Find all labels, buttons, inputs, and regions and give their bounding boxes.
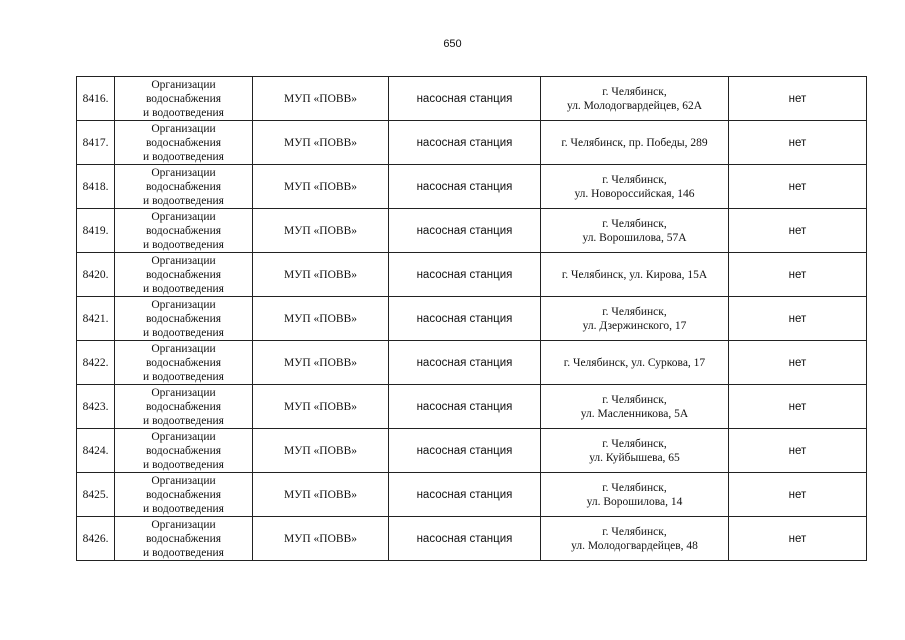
object-type-cell: насосная станция <box>389 473 541 517</box>
row-number-cell: 8419. <box>77 209 115 253</box>
category-line: и водоотведения <box>143 502 224 515</box>
organization-cell: МУП «ПОВВ» <box>253 209 389 253</box>
category-cell <box>115 429 253 473</box>
organization-cell: МУП «ПОВВ» <box>253 341 389 385</box>
object-type-cell: насосная станция <box>389 517 541 561</box>
category-line: и водоотведения <box>143 546 224 559</box>
category-line: водоснабжения <box>145 224 222 237</box>
note-cell: нет <box>729 77 867 121</box>
category-line: водоснабжения <box>145 400 222 413</box>
row-number-cell: 8420. <box>77 253 115 297</box>
address-line: г. Челябинск, <box>602 173 667 186</box>
category-line: и водоотведения <box>143 194 224 207</box>
category-line: Организации <box>151 78 216 91</box>
organization-cell: МУП «ПОВВ» <box>253 385 389 429</box>
address-line: г. Челябинск, <box>602 305 667 318</box>
note-cell: нет <box>729 341 867 385</box>
object-type-cell: насосная станция <box>389 385 541 429</box>
category-line: водоснабжения <box>145 488 222 501</box>
table-row <box>77 77 867 121</box>
category-line: Организации <box>151 210 216 223</box>
address-cell <box>541 209 729 253</box>
organization-cell: МУП «ПОВВ» <box>253 77 389 121</box>
table-row <box>77 473 867 517</box>
object-type-cell: насосная станция <box>389 297 541 341</box>
address-line: ул. Молодогвардейцев, 62А <box>566 99 703 112</box>
category-line: Организации <box>151 474 216 487</box>
address-line: г. Челябинск, <box>602 481 667 494</box>
note-cell: нет <box>729 385 867 429</box>
address-cell <box>541 385 729 429</box>
object-type-cell: насосная станция <box>389 429 541 473</box>
address-cell <box>541 77 729 121</box>
address-line: ул. Куйбышева, 65 <box>589 451 680 464</box>
category-cell <box>115 253 253 297</box>
category-cell <box>115 121 253 165</box>
address-line: г. Челябинск, ул. Кирова, 15А <box>561 268 708 281</box>
row-number-cell: 8424. <box>77 429 115 473</box>
address-cell <box>541 341 729 385</box>
address-cell <box>541 473 729 517</box>
category-cell <box>115 209 253 253</box>
table-row <box>77 341 867 385</box>
category-line: и водоотведения <box>143 458 224 471</box>
category-cell <box>115 77 253 121</box>
organization-cell: МУП «ПОВВ» <box>253 473 389 517</box>
organization-cell: МУП «ПОВВ» <box>253 517 389 561</box>
page-number: 650 <box>443 38 462 50</box>
category-line: Организации <box>151 518 216 531</box>
address-cell <box>541 253 729 297</box>
category-line: Организации <box>151 122 216 135</box>
category-line: водоснабжения <box>145 180 222 193</box>
category-line: водоснабжения <box>145 268 222 281</box>
category-line: Организации <box>151 386 216 399</box>
row-number-cell: 8417. <box>77 121 115 165</box>
address-line: г. Челябинск, <box>602 437 667 450</box>
object-type-cell: насосная станция <box>389 209 541 253</box>
registry-body <box>77 77 867 561</box>
category-line: Организации <box>151 166 216 179</box>
address-line: г. Челябинск, <box>602 85 667 98</box>
address-cell <box>541 121 729 165</box>
address-line: г. Челябинск, <box>602 525 667 538</box>
table-row <box>77 209 867 253</box>
organization-cell: МУП «ПОВВ» <box>253 165 389 209</box>
object-type-cell: насосная станция <box>389 341 541 385</box>
object-type-cell: насосная станция <box>389 165 541 209</box>
category-line: водоснабжения <box>145 136 222 149</box>
category-line: и водоотведения <box>143 106 224 119</box>
category-line: водоснабжения <box>145 532 222 545</box>
row-number-cell: 8423. <box>77 385 115 429</box>
address-cell <box>541 165 729 209</box>
address-cell <box>541 297 729 341</box>
organization-cell: МУП «ПОВВ» <box>253 253 389 297</box>
category-line: и водоотведения <box>143 414 224 427</box>
address-line: ул. Ворошилова, 14 <box>586 495 683 508</box>
row-number-cell: 8426. <box>77 517 115 561</box>
category-line: водоснабжения <box>145 356 222 369</box>
note-cell: нет <box>729 253 867 297</box>
address-cell <box>541 517 729 561</box>
address-cell <box>541 429 729 473</box>
note-cell: нет <box>729 121 867 165</box>
address-line: ул. Ворошилова, 57А <box>582 231 687 244</box>
address-line: г. Челябинск, ул. Суркова, 17 <box>563 356 706 369</box>
address-line: ул. Молодогвардейцев, 48 <box>571 539 698 552</box>
category-line: и водоотведения <box>143 238 224 251</box>
category-line: и водоотведения <box>143 150 224 163</box>
address-line: г. Челябинск, пр. Победы, 289 <box>561 136 708 149</box>
category-line: и водоотведения <box>143 282 224 295</box>
category-cell <box>115 341 253 385</box>
category-line: и водоотведения <box>143 326 224 339</box>
table-row <box>77 165 867 209</box>
category-cell <box>115 385 253 429</box>
category-line: Организации <box>151 430 216 443</box>
category-line: водоснабжения <box>145 444 222 457</box>
category-line: Организации <box>151 342 216 355</box>
row-number-cell: 8416. <box>77 77 115 121</box>
row-number-cell: 8422. <box>77 341 115 385</box>
address-line: ул. Дзержинского, 17 <box>582 319 687 332</box>
category-cell <box>115 473 253 517</box>
row-number-cell: 8421. <box>77 297 115 341</box>
row-number-cell: 8425. <box>77 473 115 517</box>
category-line: Организации <box>151 254 216 267</box>
note-cell: нет <box>729 297 867 341</box>
address-line: ул. Масленникова, 5А <box>580 407 689 420</box>
table-row <box>77 385 867 429</box>
organization-cell: МУП «ПОВВ» <box>253 121 389 165</box>
table-row <box>77 297 867 341</box>
category-line: водоснабжения <box>145 312 222 325</box>
category-cell <box>115 165 253 209</box>
object-type-cell: насосная станция <box>389 77 541 121</box>
category-cell <box>115 517 253 561</box>
note-cell: нет <box>729 209 867 253</box>
object-type-cell: насосная станция <box>389 121 541 165</box>
note-cell: нет <box>729 165 867 209</box>
table-row <box>77 517 867 561</box>
registry-table <box>76 76 867 561</box>
organization-cell: МУП «ПОВВ» <box>253 297 389 341</box>
address-line: ул. Новороссийская, 146 <box>574 187 695 200</box>
address-line: г. Челябинск, <box>602 217 667 230</box>
note-cell: нет <box>729 517 867 561</box>
category-line: и водоотведения <box>143 370 224 383</box>
category-line: Организации <box>151 298 216 311</box>
row-number-cell: 8418. <box>77 165 115 209</box>
category-line: водоснабжения <box>145 92 222 105</box>
table-row <box>77 121 867 165</box>
table-row <box>77 253 867 297</box>
note-cell: нет <box>729 429 867 473</box>
category-cell <box>115 297 253 341</box>
object-type-cell: насосная станция <box>389 253 541 297</box>
table-row <box>77 429 867 473</box>
organization-cell: МУП «ПОВВ» <box>253 429 389 473</box>
note-cell: нет <box>729 473 867 517</box>
address-line: г. Челябинск, <box>602 393 667 406</box>
